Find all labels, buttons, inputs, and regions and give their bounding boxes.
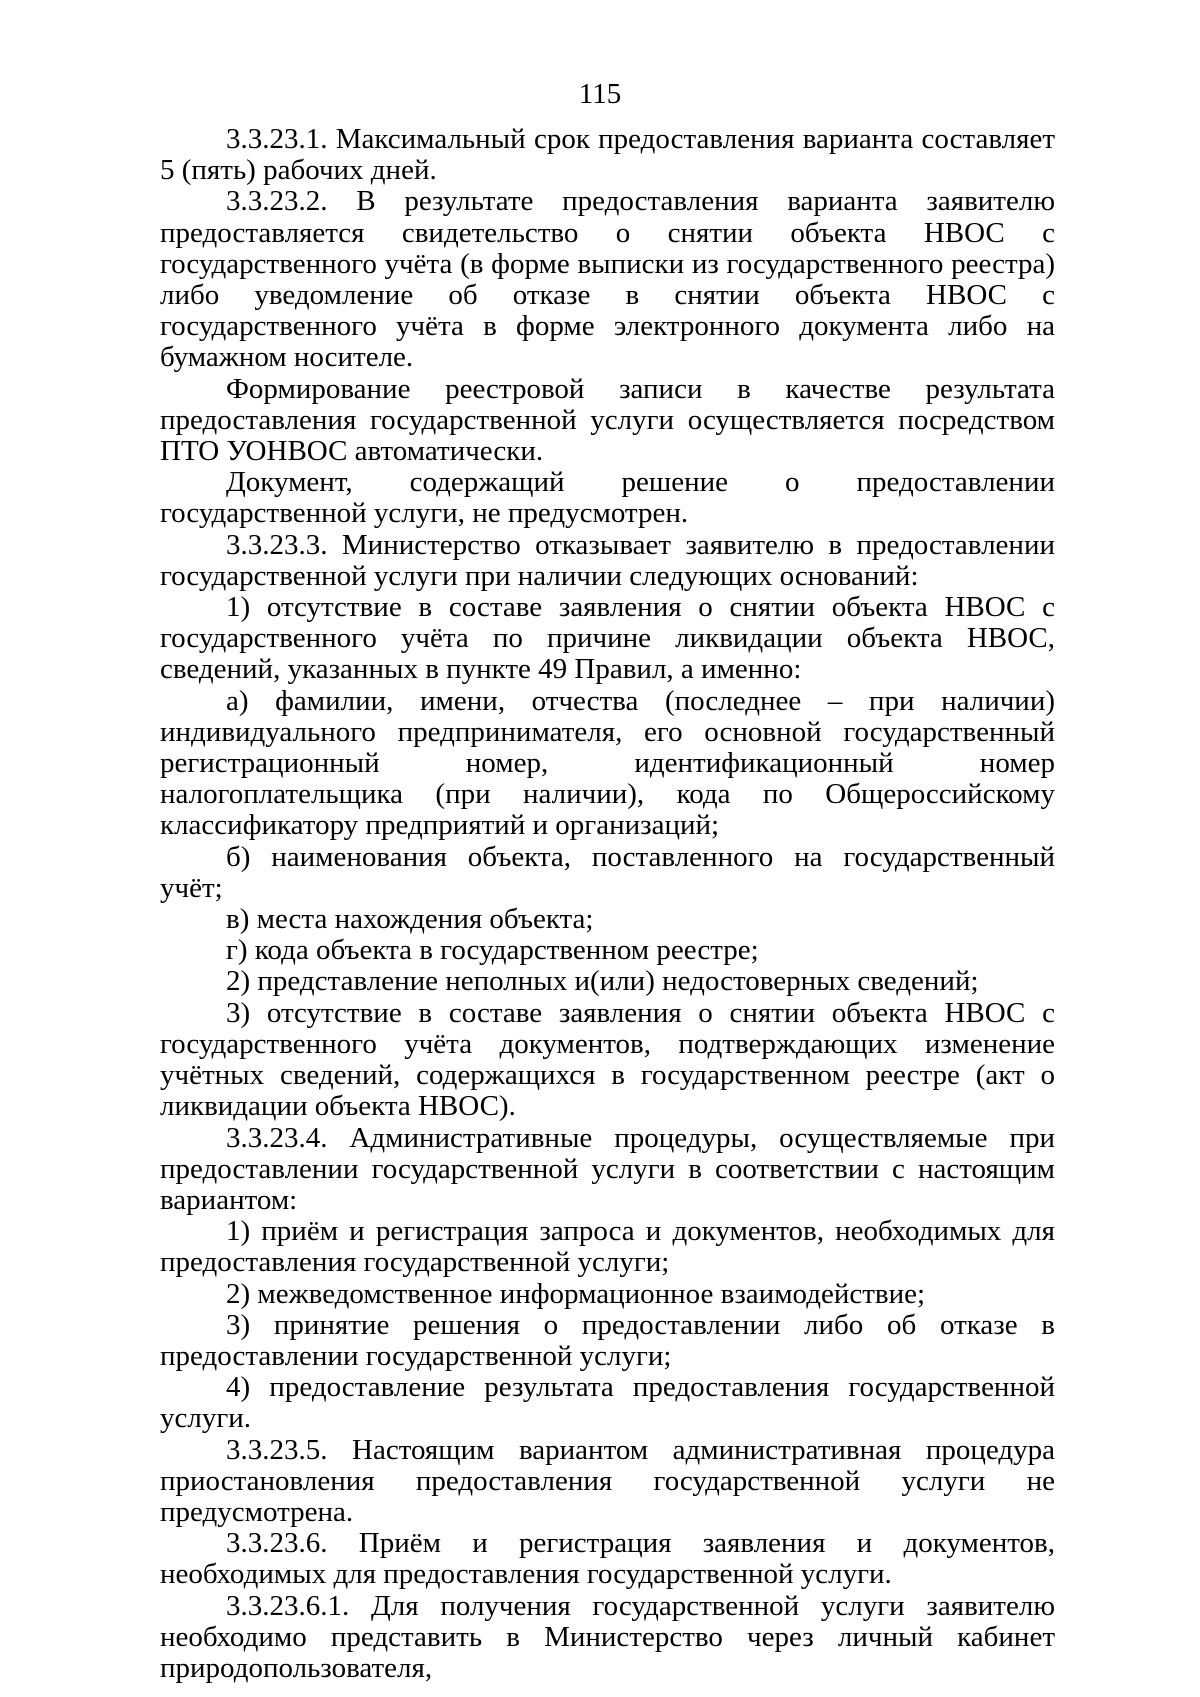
list-item: 2) представление неполных и(или) недостоверных сведений; — [226, 965, 979, 998]
page-number: 115 — [578, 78, 622, 110]
list-item: б) наименования объекта, поставленного на государственный учёт; — [160, 840, 1055, 904]
list-item: 3) отсутствие в составе заявления о снятии объекта НВОС с государственного учёта документов, подтверждающих изменение учётных сведений, содержащихся в государственном реестре (акт о ликвидации объекта НВОС). — [160, 996, 1055, 1123]
paragraph: 3.3.23.4. Административные процедуры, осуществляемые при предоставлении государственной услуги в соответствии с настоящим вариантом: — [160, 1121, 1055, 1216]
list-item: в) места нахождения объекта; — [226, 903, 594, 936]
list-item: г) кода объекта в государственном реестре; — [226, 934, 759, 967]
paragraph: Документ, содержащий решение о предоставлении государственной услуги, не предусмотрен. — [160, 466, 1055, 530]
list-item: 1) приём и регистрация запроса и документов, необходимых для предоставления государственной услуги; — [160, 1215, 1055, 1279]
paragraph: 3.3.23.2. В результате предоставления варианта заявителю предоставляется свидетельство о снятии объекта НВОС с государственного учёта (в форме выписки из государственного реестра) либо уведомление об отказе в снятии объекта НВОС с государственного учёта в форме электронного документа либо на бумажном носителе. — [160, 185, 1055, 374]
list-item: 2) межведомственное информационное взаимодействие; — [226, 1277, 926, 1310]
paragraph: Формирование реестровой записи в качестве результата предоставления государственной услуги осуществляется посредством ПТО УОНВОС автоматически. — [160, 372, 1055, 468]
list-item: 4) предоставление результата предоставления государственной услуги. — [160, 1371, 1055, 1435]
document-body — [160, 124, 1055, 1684]
list-item: 3) принятие решения о предоставлении либо об отказе в предоставлении государственной услуги; — [160, 1308, 1055, 1372]
list-item: 1) отсутствие в составе заявления о снятии объекта НВОС с государственного учёта по причине ликвидации объекта НВОС, сведений, указанных в пункте 49 Правил, а именно: — [160, 591, 1055, 686]
list-item: а) фамилии, имени, отчества (последнее – при наличии) индивидуального предпринимателя, его основной государственный регистрационный номер, идентификационный номер налогоплательщика (при наличии), кода по Общероссийскому классификатору предприятий и организаций; — [160, 684, 1055, 842]
paragraph: 3.3.23.5. Настоящим вариантом административная процедура приостановления предоставления государственной услуги не предусмотрена. — [160, 1433, 1055, 1528]
paragraph: 3.3.23.6. Приём и регистрация заявления и документов, необходимых для предоставления государственной услуги. — [160, 1527, 1055, 1591]
paragraph: 3.3.23.6.1. Для получения государственной услуги заявителю необходимо представить в Министерство через личный кабинет природопользователя, — [160, 1589, 1055, 1684]
paragraph: 3.3.23.3. Министерство отказывает заявителю в предоставлении государственной услуги при наличии следующих оснований: — [160, 528, 1055, 592]
paragraph: 3.3.23.1. Максимальный срок предоставления варианта составляет 5 (пять) рабочих дней. — [160, 123, 1055, 187]
